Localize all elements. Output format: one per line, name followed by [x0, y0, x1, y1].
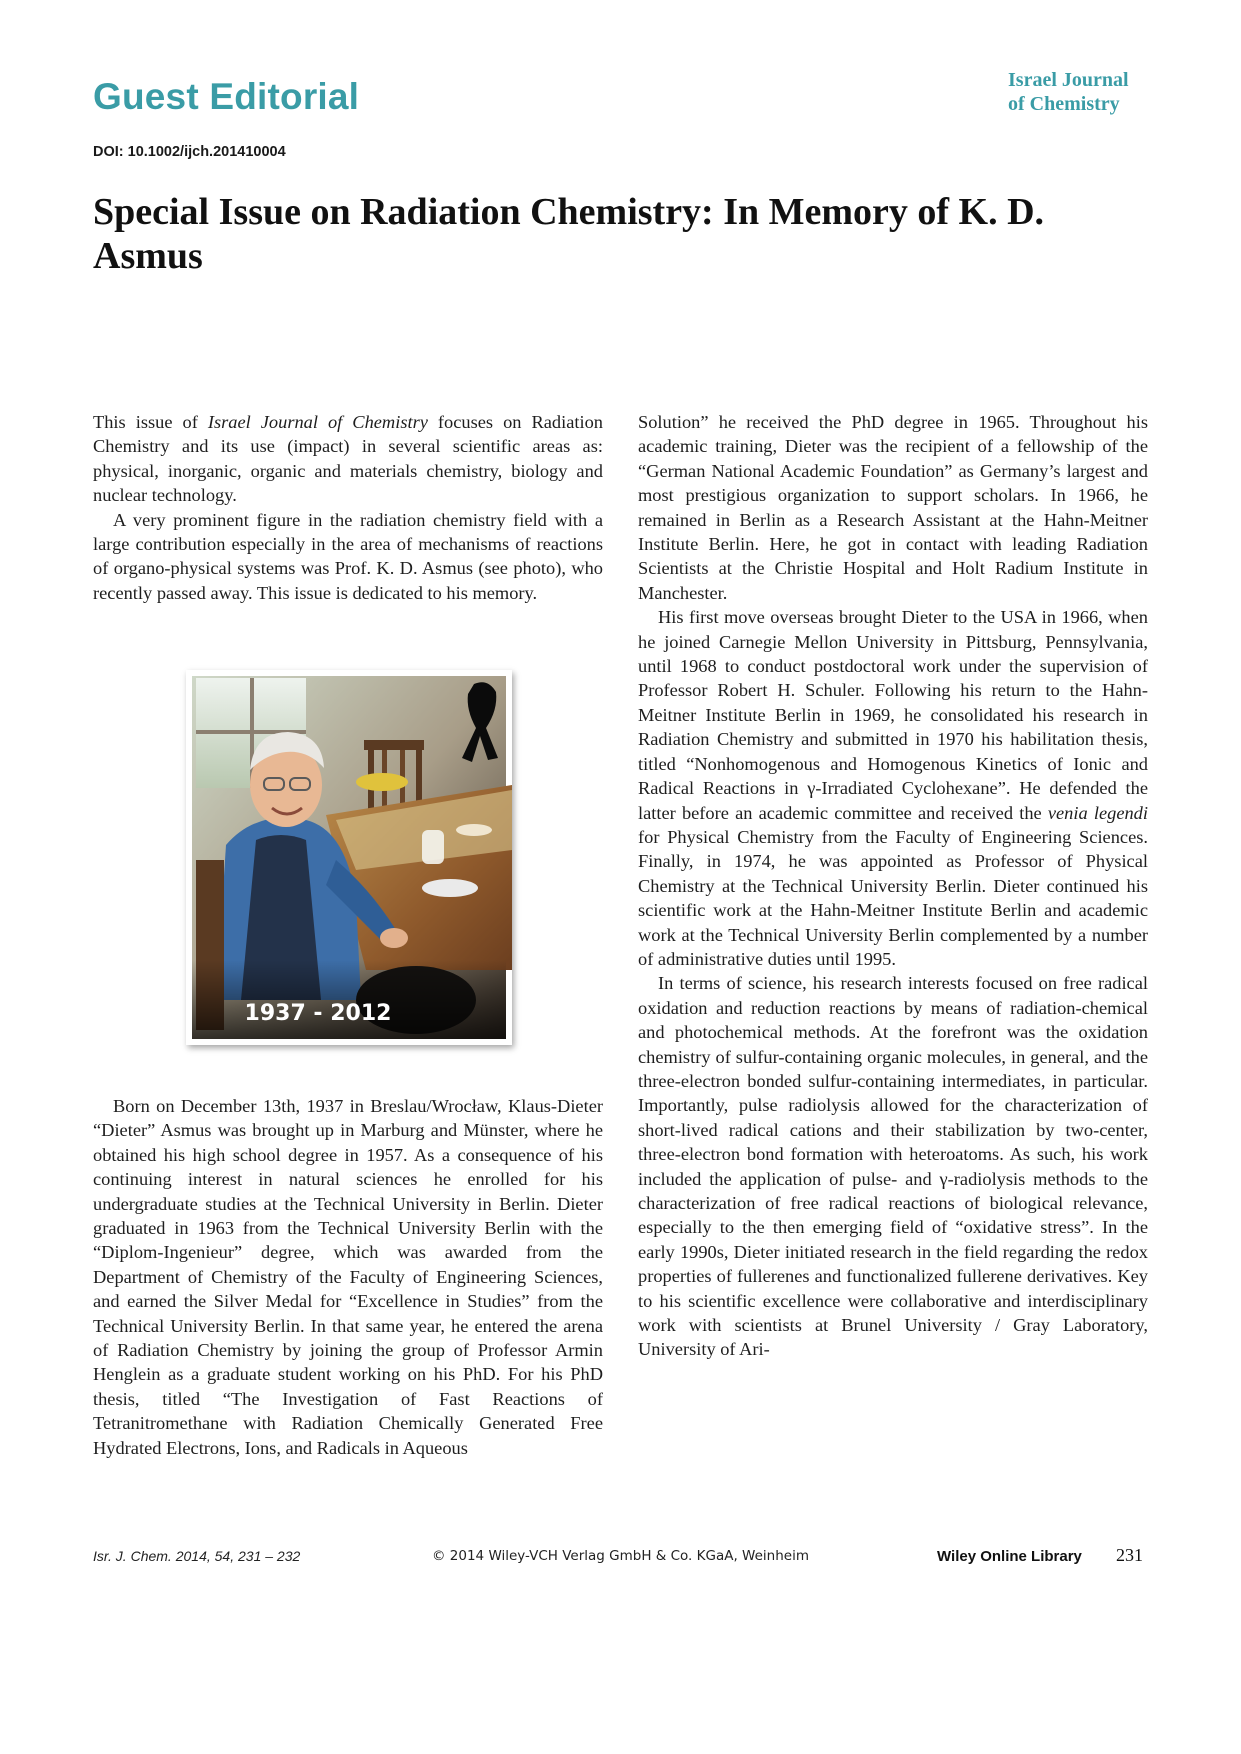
intro-text: This issue of — [93, 412, 208, 432]
body-text: for Physical Chemistry from the Faculty of Engineering Sciences. Finally, in 1974, he was appointed as Professor of Physical Chemistry at the Technical University Berlin. Dieter continued his scientific work at the Hahn-Meitner Institute Berlin and academic work at the Technical University Berlin complemented by a number of administrative duties until 1995. — [638, 826, 1148, 969]
memorial-photo-image — [186, 670, 512, 1045]
article-title: Special Issue on Radiation Chemistry: In Memory of K. D. Asmus — [93, 191, 1045, 277]
section-label: Guest Editorial — [93, 76, 360, 117]
footer-copyright: © 2014 Wiley-VCH Verlag GmbH & Co. KGaA, Weinheim — [432, 1548, 809, 1564]
journal-name-italic: Israel Journal of Chemistry — [207, 412, 428, 432]
biography-column-left — [93, 1094, 603, 1460]
intro-text: focuses on Radiation Chemistry and its use (impact) in several scientific areas as: physical, inorganic, organic and materials chemistry, biology and nuclear technology. — [93, 412, 603, 506]
body-text: His first move overseas brought Dieter to the USA in 1966, when he joined Carnegie Mellon University in Pittsburg, Pennsylvania, until 1968 to conduct postdoctoral work under the supervision of Professor Robert H. Schuler. Following his return to the Hahn-Meitner Institute Berlin in 1969, he consolidated his research in Radiation Chemistry and submitted in 1970 his habilitation thesis, titled “Nonhomogenous and Homogenous Kinetics of Ionic and Radical Reactions in γ-Irradiated Cyclohexane”. He defended the latter before an academic committee and received the — [638, 607, 1148, 823]
journal-name-line1: Israel Journal — [1008, 69, 1129, 91]
intro-column — [93, 410, 603, 605]
venia-legendi-italic: venia legendi — [1047, 802, 1148, 823]
doi: DOI: 10.1002/ijch.201410004 — [93, 144, 286, 160]
footer-citation: Isr. J. Chem. 2014, 54, 231 – 232 — [93, 1548, 301, 1564]
biography-paragraph-4: In terms of science, his research interests focused on free radical oxidation and reduction reactions by means of radiation-chemical and photochemical methods. At the forefront was the oxidation chemistry of sulfur-containing organic molecules, in general, and the three-electron bonded sulfur-containing intermediates, in particular. Importantly, pulse radiolysis allowed for the characterization of short-lived radical cations and their stabilization by two-center, three-electron bond formation with heteroatoms. As such, his work included the application of pulse- and γ-radiolysis methods to the characterization of free radical reactions of biological relevance, especially to the then emerging field of “oxidative stress”. In the early 1990s, Dieter initiated research in the field regarding the redox properties of fullerenes and functionalized fullerene derivatives. Key to his scientific excellence were collaborative and interdisciplinary work with scientists at Brunel University / Gray Laboratory, University of Ari- — [638, 973, 1148, 1360]
journal-name-line2: of Chemistry — [1008, 93, 1120, 115]
intro-paragraph-1 — [93, 410, 603, 508]
photo-caption-years: 1937 - 2012 — [244, 1001, 392, 1026]
journal-name — [1008, 68, 1158, 116]
memorial-photo — [186, 670, 512, 1045]
page-number: 231 — [1116, 1545, 1143, 1565]
biography-paragraph-1: Born on December 13th, 1937 in Breslau/Wrocław, Klaus-Dieter “Dieter” Asmus was brought up in Marburg and Münster, where he obtained his high school degree in 1957. As a consequence of his continuing interest in natural sciences he enrolled for his undergraduate studies at the Technical University in Berlin. Dieter graduated in 1963 from the Technical University Berlin with the “Diplom-Ingenieur” degree, which was awarded from the Department of Chemistry of the Faculty of Engineering Sciences, and earned the Silver Medal for “Excellence in Studies” from the Technical University Berlin. In that same year, he entered the arena of Radiation Chemistry by joining the group of Professor Armin Henglein as a graduate student working on his PhD. For his PhD thesis, titled “The Investigation of Fast Reactions of Tetranitromethane with Radiation Chemically Generated Free Hydrated Electrons, Ions, and Radicals in Aqueous — [93, 1096, 603, 1458]
biography-column-right — [638, 410, 1148, 1362]
intro-paragraph-2: A very prominent figure in the radiation chemistry field with a large contribution especially in the area of mechanisms of reactions of organo-physical systems was Prof. K. D. Asmus (see photo), who recently passed away. This issue is dedicated to his memory. — [93, 509, 603, 603]
biography-paragraph-3 — [638, 605, 1148, 971]
biography-paragraph-2: Solution” he received the PhD degree in 1965. Throughout his academic training, Dieter was the recipient of a fellowship of the “German National Academic Foundation” as Germany’s largest and most prestigious organization to support scholars. In 1966, he remained in Berlin as a Research Assistant at the Hahn-Meitner Institute Berlin. Here, he got in contact with leading Radiation Scientists at the Christie Hospital and Holt Radium Institute in Manchester. — [638, 412, 1148, 603]
footer-library-link[interactable]: Wiley Online Library — [937, 1548, 1082, 1565]
